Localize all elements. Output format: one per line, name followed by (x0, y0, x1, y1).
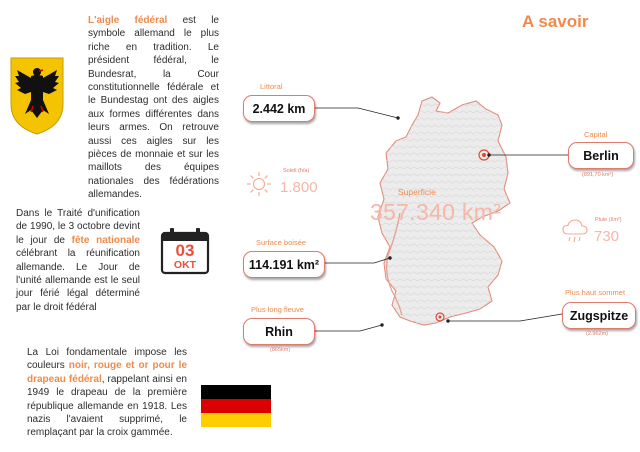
capital-value: Berlin (568, 142, 634, 169)
rain-label: Pluie (l/m²) (595, 217, 622, 223)
calendar-day: 03 (175, 241, 195, 260)
page-title: A savoir (522, 12, 589, 31)
peak-value: Zugspitze (562, 302, 636, 329)
river-sub: (865km) (270, 347, 291, 353)
peak-sub: (2.962m) (586, 331, 609, 337)
littoral-value: 2.442 km (243, 95, 315, 122)
calendar-month: OKT (173, 259, 197, 271)
capital-sub: (891,70 km²) (582, 172, 614, 178)
flag-text-1: La Loi fondamentale impose les couleurs (27, 347, 187, 372)
flag-text-2: , rappelant ainsi en 1949 le drapeau de la première république allemande en 1918. Les nazis l'avaient supprimé, le remplaçant par la croix gammée. (27, 373, 187, 439)
sun-label: Soleil (h/a) (283, 168, 310, 174)
river-label: Plus long fleuve (251, 305, 304, 314)
forest-value: 114.191 km² (243, 251, 325, 278)
eagle-text: est le symbole allemand le plus riche en tradition. Le président fédéral, le Bundesrat, la Cour constitutionnelle fédérale et le Bundestag ont des aigles aux formes différentes dans leurs armes. On retrouve aussi ces aigles sur les pièces de monnaie et sur les maillots des équipes nationales des fédérations allemandes. (88, 15, 219, 201)
surface-label: Superficie (398, 187, 436, 197)
forest-label: Surface boisée (256, 238, 307, 247)
river-value: Rhin (243, 318, 315, 345)
sun-icon (246, 171, 272, 197)
surface-value: 357.340 km² (370, 199, 502, 225)
sun-value: 1.800 (280, 179, 318, 196)
unification-text-1: Dans le Traité d'unification de 1990, le 3 octobre devint le jour de (16, 208, 140, 246)
unification-highlight: fête nationale (71, 234, 140, 246)
flag-highlight: noir, rouge et or pour le drapeau fédéral (27, 360, 188, 385)
unification-text-2: célébrant la réunification allemande. Le Jour de l'unité allemande est le seul jour férié légal déterminé par le droit fédéral (16, 248, 140, 313)
rain-value: 730 (594, 228, 620, 245)
eagle-highlight: L'aigle fédéral (88, 15, 168, 26)
capital-label: Capital (584, 130, 608, 139)
rain-cloud-icon (561, 218, 589, 244)
peak-label: Plus haut sommet (565, 288, 626, 297)
littoral-label: Littoral (260, 82, 283, 91)
